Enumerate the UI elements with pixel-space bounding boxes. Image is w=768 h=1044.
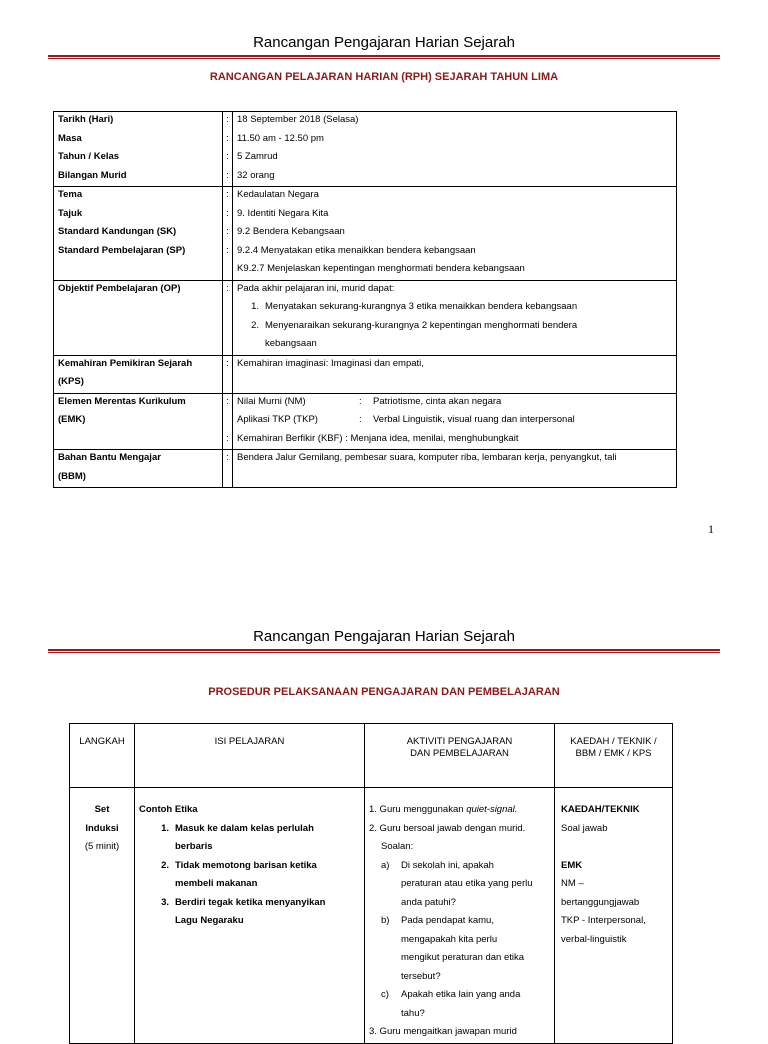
page-number: 1 [708,522,714,536]
list-item: berbaris [175,841,213,852]
isi-title: Contoh Etika [139,804,198,815]
label-sk: Standard Kandungan (SK) [58,226,177,237]
label-bbm: Bahan Bantu Mengajar [58,452,161,463]
value-kelas: 5 Zamrud [237,151,278,162]
list-item: 3. Berdiri tegak ketika menyanyikan [161,896,326,908]
procedure-table [69,723,673,1044]
table-row: Objektif Pembelajaran (OP) : Pada akhir pelajaran ini, murid dapat: 1. Menyatakan sekurang-kurangnya 3 etika menaikkan bendera kebangsaan 2. Menyenaraikan sekurang-kurangnya 2 kepentingan menghormati bendera kebangsaan [54,280,677,355]
list-item: 1. Masuk ke dalam kelas perlulah [161,822,314,834]
aktiviti-line: a) Di sekolah ini, apakah [381,859,494,871]
value-murid: 32 orang [237,169,275,181]
label-emk-abbr: (EMK) [58,414,86,425]
aktiviti-line: 1. Guru menggunakan quiet-signal. [369,804,518,815]
column-header-aktiviti: AKTIVITI PENGAJARAN DAN PEMBELAJARAN [365,724,555,788]
label-bbm-abbr: (BBM) [58,470,86,482]
label-murid: Bilangan Murid [58,169,127,181]
value-sp-2: K9.2.7 Menjelaskan kepentingan menghormati bendera kebangsaan [237,263,525,274]
column-header-isi: ISI PELAJARAN [135,724,365,788]
page-header: Rancangan Pengajaran Harian Sejarah [253,628,515,645]
emk-title: EMK [561,859,583,871]
aktiviti-line: b) Pada pendapat kamu, [381,915,494,926]
table-header-row [70,724,673,788]
value-kps: Kemahiran imaginasi: Imaginasi dan empati, [237,357,424,369]
kaedah-value: Soal jawab [561,822,608,834]
header-rule [48,649,720,653]
emk-line: bertanggungjawab [561,896,640,908]
label-masa: Masa [58,132,82,144]
table-row [70,788,673,1044]
langkah-name-cont: Induksi [85,822,119,834]
header-rule [48,55,720,59]
document-title: PROSEDUR PELAKSANAAN PENGAJARAN DAN PEMBELAJARAN [208,686,560,698]
langkah-duration: (5 minit) [84,841,120,852]
kaedah-title: KAEDAH/TEKNIK [561,804,640,815]
column-header-langkah: LANGKAH [70,724,135,788]
emk-line: TKP - Interpersonal, [561,915,646,926]
label-emk: Elemen Merentas Kurikulum [58,395,186,407]
table-row: Elemen Merentas Kurikulum (EMK) : : Nilai Murni (NM) : Patriotisme, cinta akan negara Aplikasi TKP (TKP) : Verbal Linguistik, visual ruang dan interpersonal Kemahiran Berfikir (KBF) : Menjana idea, menilai, menghubungkait [54,393,677,450]
value-tarikh: 18 September 2018 (Selasa) [237,114,359,125]
list-item: 1. Menyatakan sekurang-kurangnya 3 etika menaikkan bendera kebangsaan [251,301,578,312]
aktiviti-line: tahu? [401,1007,425,1019]
value-sk: 9.2 Bendera Kebangsaan [237,226,345,237]
aktiviti-line: Soalan: [381,841,414,852]
value-tema: Kedaulatan Negara [237,189,319,200]
table-row: Bahan Bantu Mengajar (BBM) : Bendera Jalur Gemilang, pembesar suara, komputer riba, lembaran kerja, penyangkut, tali [54,450,677,488]
aktiviti-line: mengikut peraturan dan etika [401,952,525,963]
op-intro: Pada akhir pelajaran ini, murid dapat: [237,282,395,294]
aktiviti-line: tersebut? [401,970,441,982]
label-tajuk: Tajuk [58,207,83,219]
langkah-name: Set [94,804,110,815]
label-kelas: Tahun / Kelas [58,151,120,162]
aktiviti-line: mengapakah kita perlu [401,933,498,945]
label-tarikh: Tarikh (Hari) [58,114,114,125]
aktiviti-line: peraturan atau etika yang perlu [401,878,533,889]
list-item: membeli makanan [175,878,258,889]
aktiviti-line: anda patuhi? [401,896,456,908]
table-row: Tema Tajuk Standard Kandungan (SK) Standard Pembelajaran (SP) : : : : Kedaulatan Negara 9. Identiti Negara Kita 9.2 Bendera Kebangsaan 9.2.4 Menyatakan etika menaikkan bendera kebangsaan K9.2.7 Menjelaskan kepentingan menghormati bendera kebangsaan [54,187,677,281]
emk-line: NM – [561,878,584,889]
value-tajuk: 9. Identiti Negara Kita [237,207,329,219]
document-title: RANCANGAN PELAJARAN HARIAN (RPH) SEJARAH TAHUN LIMA [209,71,559,83]
value-bbm: Bendera Jalur Gemilang, pembesar suara, komputer riba, lembaran kerja, penyangkut, tali [237,452,617,463]
lesson-info-table [53,111,677,488]
table-row: Kemahiran Pemikiran Sejarah (KPS) : Kemahiran imaginasi: Imaginasi dan empati, [54,355,677,393]
aktiviti-line: 3. Guru mengaitkan jawapan murid [369,1026,517,1037]
op-continuation: kebangsaan [265,338,317,349]
aktiviti-line: c) Apakah etika lain yang anda [381,989,521,1000]
emk-row: Aplikasi TKP (TKP) : Verbal Linguistik, visual ruang dan interpersonal [237,414,575,425]
aktiviti-line: 2. Guru bersoal jawab dengan murid. [369,822,526,834]
emk-row: Nilai Murni (NM) : Patriotisme, cinta akan negara [237,395,502,407]
list-item: Lagu Negaraku [175,915,244,926]
emk-row: Kemahiran Berfikir (KBF) : Menjana idea, menilai, menghubungkait [237,432,519,444]
table-row: Tarikh (Hari) Masa Tahun / Kelas Bilangan Murid : : : : 18 September 2018 (Selasa) 11.50 am - 12.50 pm 5 Zamrud 32 orang [54,112,677,187]
list-item: 2. Menyenaraikan sekurang-kurangnya 2 kepentingan menghormati bendera [251,319,578,331]
label-op: Objektif Pembelajaran (OP) [58,282,181,294]
label-kps-abbr: (KPS) [58,376,84,387]
label-kps: Kemahiran Pemikiran Sejarah [58,357,193,369]
value-sp-1: 9.2.4 Menyatakan etika menaikkan bendera kebangsaan [237,244,476,256]
label-tema: Tema [58,189,83,200]
column-header-kaedah: KAEDAH / TEKNIK / BBM / EMK / KPS [555,724,673,788]
page-header: Rancangan Pengajaran Harian Sejarah [253,34,515,51]
emk-line: verbal-linguistik [561,933,627,945]
list-item: 2. Tidak memotong barisan ketika [161,859,317,871]
value-masa: 11.50 am - 12.50 pm [237,132,324,144]
label-sp: Standard Pembelajaran (SP) [58,244,186,256]
